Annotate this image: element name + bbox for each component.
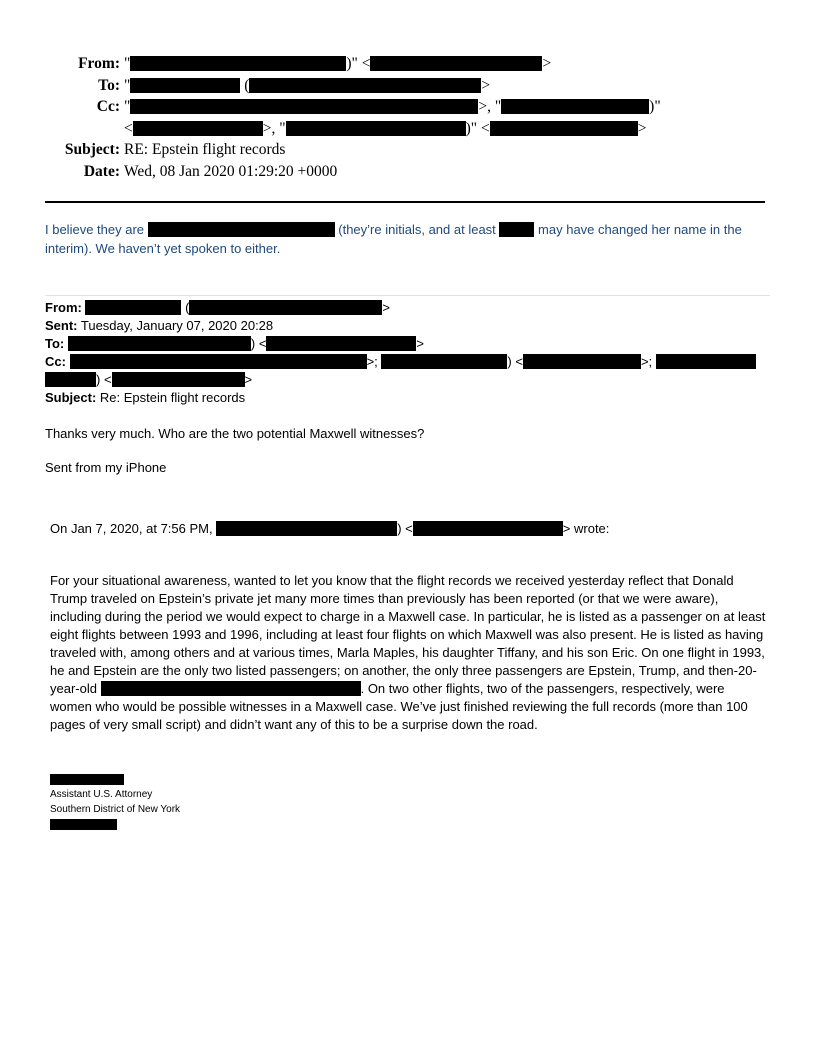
redaction [50, 774, 124, 785]
header-to-value: " ( > [124, 76, 491, 94]
header-from-value: " )" < > [124, 55, 552, 72]
redaction [216, 521, 397, 536]
forwarded-signature-text: Sent from my iPhone [45, 460, 167, 475]
quoted-intro: On Jan 7, 2020, at 7:56 PM, ) < > wrote: [50, 521, 610, 536]
redaction [85, 300, 181, 315]
signature-title: Assistant U.S. Attorney [50, 789, 153, 800]
email-header [0, 53, 816, 182]
header-to-label: To: [98, 76, 120, 94]
forwarded-cc-line-2: ) < > [45, 371, 770, 389]
redaction [266, 336, 416, 351]
forwarded-subject-line [45, 389, 770, 407]
redaction [286, 121, 466, 136]
header-divider [45, 201, 765, 203]
forwarded-cc-label: Cc: [45, 354, 66, 369]
redaction [381, 354, 507, 369]
header-cc-value-2: < >, " )" < > [124, 119, 647, 137]
redaction [656, 354, 756, 369]
header-subject-value: RE: Epstein flight records [124, 141, 286, 158]
forwarded-header [45, 299, 770, 407]
redaction [130, 99, 478, 114]
header-cc-label: Cc: [96, 98, 120, 115]
forwarded-body-text: Thanks very much. Who are the two potential Maxwell witnesses? [45, 426, 425, 441]
redaction [101, 681, 361, 696]
quoted-paragraph-part1: For your situational awareness, wanted to let you know that the flight records we received yesterday reflect that Donald Trump traveled on Epstein’s private jet many more times than previously has been reported (or that we were aware), including during the period we would expect to charge in a Maxwell case. In particular, he is listed as a passenger on at least eight flights between 1993 and 1996, including at least four flights on which Maxwell was also present. He is listed as having traveled with, among others and at various times, Marla Maples, his daughter Tiffany, and his son Eric. On one flight in 1993, he and Epstein are the only two listed passengers; on another, the only three passengers are Epstein, Trump, and then-20-year-old [50, 573, 766, 696]
header-cc-row-2 [0, 118, 816, 140]
redaction [45, 372, 96, 387]
redaction [130, 56, 346, 71]
forwarded-subject-label: Subject: [45, 390, 97, 405]
header-date-value: Wed, 08 Jan 2020 01:29:20 +0000 [124, 162, 338, 180]
header-to-row [0, 75, 816, 97]
reply-text-1: I believe they are [45, 222, 145, 237]
redaction [490, 121, 638, 136]
forwarded-subject-value: Re: Epstein flight records [99, 390, 246, 405]
header-subject-row [0, 139, 816, 161]
redaction [523, 354, 641, 369]
quoted-intro-end: wrote: [574, 521, 610, 536]
forwarded-sent-label: Sent: [45, 318, 78, 333]
redaction [50, 819, 117, 830]
reply-text-4: interim). We haven’t yet spoken to either. [45, 240, 281, 256]
signature-office: Southern District of New York [50, 804, 181, 815]
redaction [413, 521, 563, 536]
reply-text-3: may have changed her name in the [538, 222, 742, 237]
forwarded-to-label: To: [45, 336, 65, 351]
header-cc-row [0, 96, 816, 118]
quoted-paragraph-part2: . On two other flights, two of the passengers, respectively, were women who would be possible witnesses in a Maxwell case. We’ve just finished reviewing the full records (more than 100 pages of very small script) and didn’t want any of this to be a surprise down the road. [50, 681, 748, 732]
redaction [148, 222, 335, 237]
redaction [370, 56, 542, 71]
redaction [112, 372, 245, 387]
header-subject-label: Subject: [64, 141, 120, 158]
forwarded-from-line: From: ( > [45, 300, 391, 315]
redaction [70, 354, 367, 369]
quoted-intro-start: On Jan 7, 2020, at 7:56 PM, [50, 521, 213, 536]
redaction [130, 78, 240, 93]
reply-text-2: (they’re initials, and at least [338, 222, 496, 237]
redaction [133, 121, 263, 136]
forwarded-divider [45, 295, 770, 296]
forwarded-sent-line [45, 317, 770, 335]
redaction [501, 99, 649, 114]
reply-body [45, 221, 767, 258]
header-cc-value: " >, " )" [124, 98, 661, 115]
header-date-label: Date: [83, 162, 120, 180]
forwarded-sent-value: Tuesday, January 07, 2020 20:28 [80, 318, 274, 333]
header-from-row [0, 53, 816, 75]
quoted-paragraph [50, 572, 770, 734]
header-from-label: From: [78, 55, 120, 72]
redaction [68, 336, 251, 351]
header-date-row [0, 161, 816, 183]
signature-block [50, 772, 180, 832]
forwarded-cc-line: Cc: >; ) < >; [45, 353, 770, 371]
redaction [499, 222, 534, 237]
forwarded-from-label: From: [45, 300, 82, 315]
forwarded-to-line: To: ) < > [45, 336, 425, 351]
redaction [189, 300, 382, 315]
redaction [249, 78, 481, 93]
